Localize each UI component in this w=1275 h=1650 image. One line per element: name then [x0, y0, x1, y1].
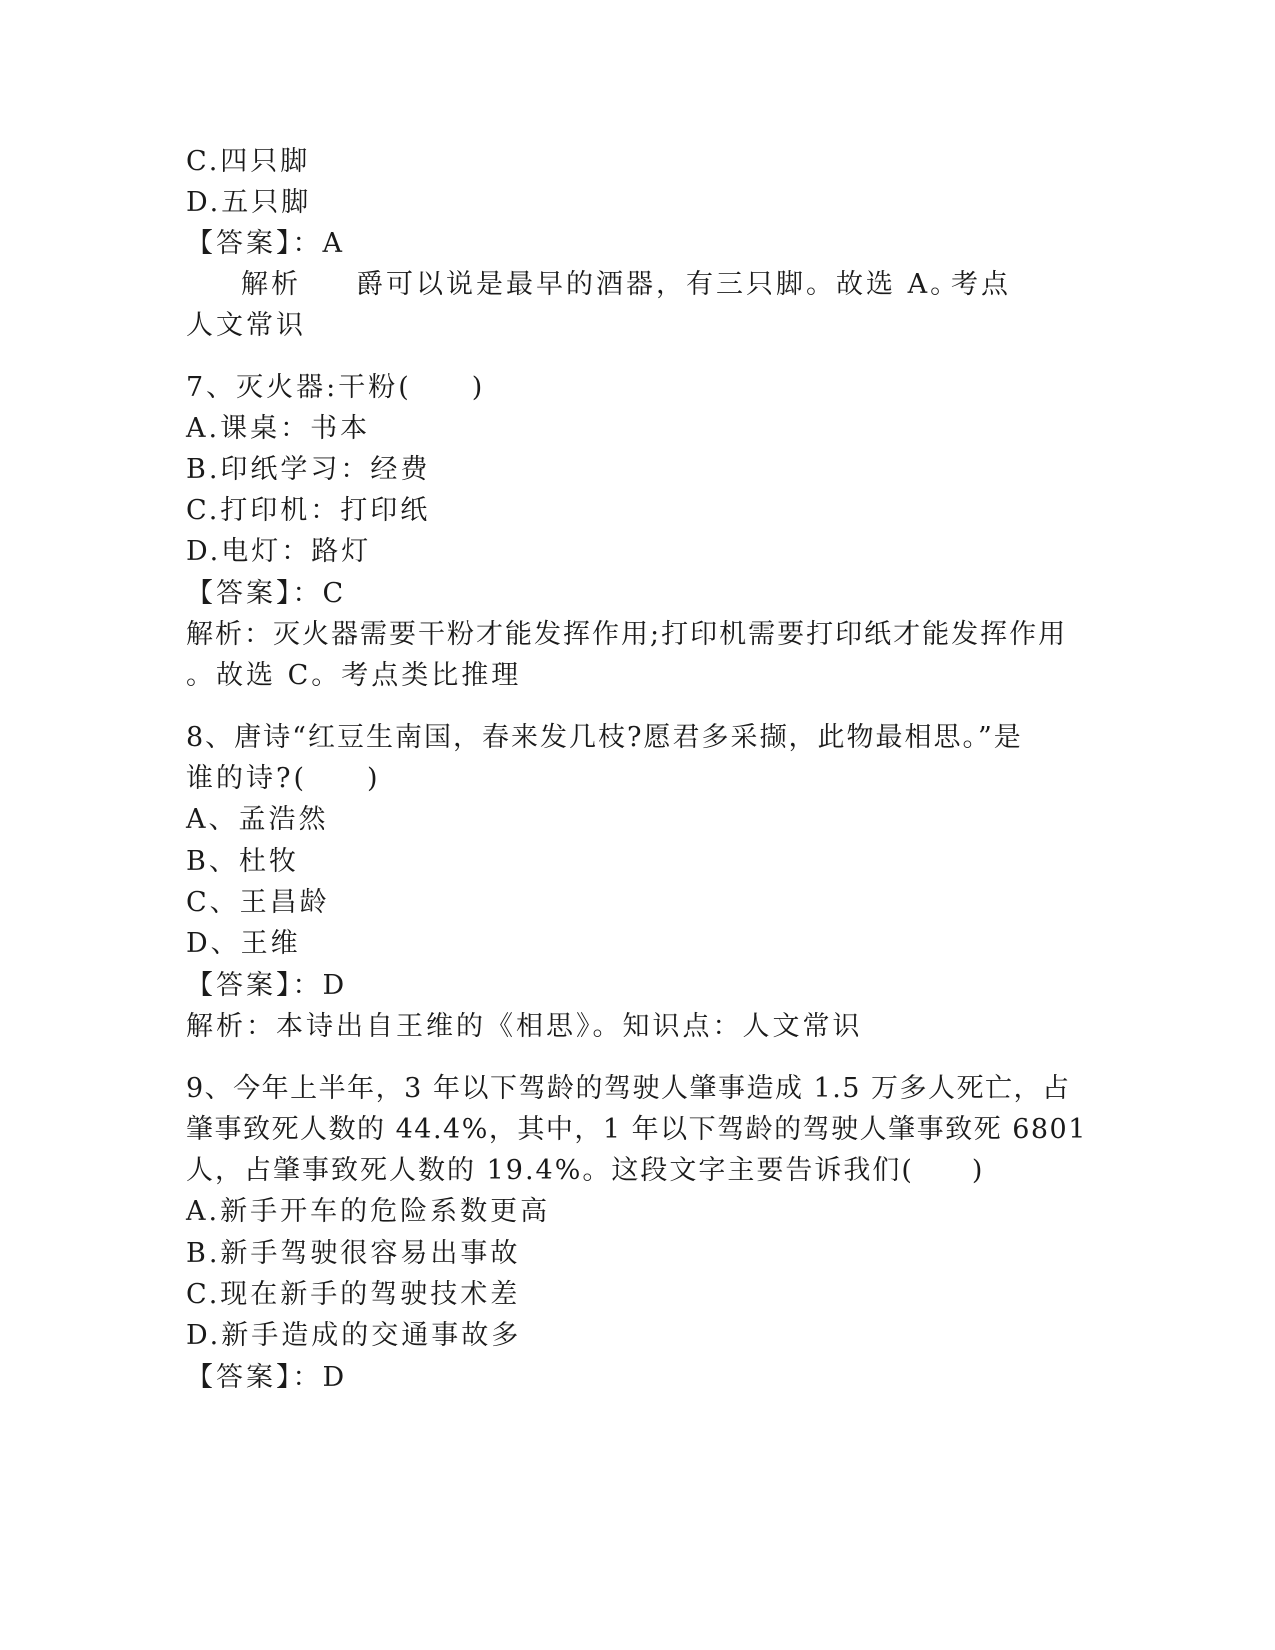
q9-option-b: B.新手驾驶很容易出事故	[186, 1238, 521, 1269]
q6-answer: 【答案】：A	[186, 228, 345, 259]
q8-stem-line1: 8、唐诗“红豆生南国，春来发几枝?愿君多采撷，此物最相思。”是	[186, 722, 1023, 753]
q9-option-d: D.新手造成的交通事故多	[186, 1320, 522, 1351]
q6-analysis-text: 爵可以说是最早的酒器，有三只脚。故选 A。	[356, 269, 961, 300]
q9-answer: 【答案】：D	[186, 1362, 348, 1393]
q9-option-a: A.新手开车的危险系数更高	[186, 1196, 551, 1227]
q7-analysis-line1: 解析：灭火器需要干粉才能发挥作用;打印机需要打印纸才能发挥作用	[186, 619, 1068, 650]
q8-stem-line2: 谁的诗?( )	[186, 763, 381, 794]
q8-option-d: D、王维	[186, 928, 301, 959]
q7-option-b: B.印纸学习：经费	[186, 454, 431, 485]
q8-option-c: C、王昌龄	[186, 887, 330, 918]
document-page	[186, 0, 1086, 1650]
q6-option-c: C.四只脚	[186, 146, 311, 177]
q7-option-c: C.打印机：打印纸	[186, 495, 431, 526]
q9-option-c: C.现在新手的驾驶技术差	[186, 1279, 521, 1310]
q7-option-d: D.电灯：路灯	[186, 536, 372, 567]
q6-point-label: 考点	[951, 269, 1011, 300]
q6-point-value: 人文常识	[186, 310, 306, 341]
q8-analysis: 解析：本诗出自王维的《相思》。知识点：人文常识	[186, 1011, 863, 1042]
q9-stem-line1: 9、今年上半年，3 年以下驾龄的驾驶人肇事造成 1.5 万多人死亡，占	[186, 1073, 1071, 1104]
q7-answer: 【答案】：C	[186, 578, 347, 609]
q7-stem: 7、灭火器:干粉( )	[186, 372, 486, 403]
q7-option-a: A.课桌：书本	[186, 413, 371, 444]
q9-stem-line2: 肇事致死人数的 44.4%，其中，1 年以下驾龄的驾驶人肇事致死 6801	[186, 1114, 1087, 1145]
q9-stem-line3: 人，占肇事致死人数的 19.4%。这段文字主要告诉我们( )	[186, 1155, 985, 1186]
q6-analysis-row	[186, 265, 1086, 305]
q7-analysis-line2: 。故选 C。考点类比推理	[186, 660, 522, 691]
q8-option-b: B、杜牧	[186, 846, 299, 877]
q6-option-d: D.五只脚	[186, 187, 312, 218]
q8-answer: 【答案】：D	[186, 970, 348, 1001]
q6-analysis-label: 解析	[241, 269, 301, 300]
q8-option-a: A、孟浩然	[186, 804, 329, 835]
